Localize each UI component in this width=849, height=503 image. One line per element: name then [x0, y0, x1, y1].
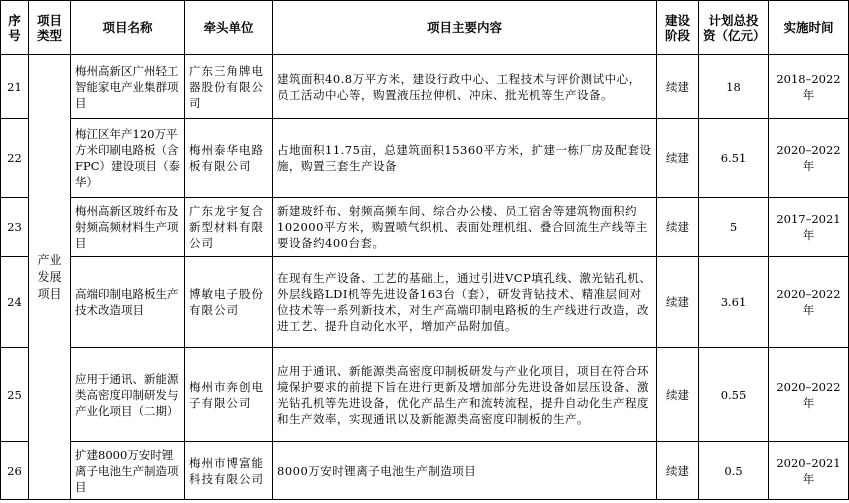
header-type: 项目类型	[29, 1, 71, 55]
investment-cell: 0.55	[699, 348, 769, 442]
table-row	[1, 442, 849, 500]
stage-cell: 续建	[657, 55, 699, 119]
seq-cell: 23	[1, 198, 29, 257]
project-name-cell: 应用于通讯、新能源类高密度印制研发与产业化项目（二期）	[71, 348, 185, 442]
seq-cell: 25	[1, 348, 29, 442]
header-investment: 计划总投资（亿元）	[699, 1, 769, 55]
project-name-cell: 高端印制电路板生产技术改造项目	[71, 257, 185, 348]
header-stage: 建设阶段	[657, 1, 699, 55]
lead-unit-cell: 广东三角牌电器股份有限公司	[185, 55, 273, 119]
content-cell: 应用于通讯、新能源类高密度印制板研发与产业化项目，项目在符合环境保护要求的前提下旨在进行更新及增加部分先进设备如层压设备、激光钻孔机等先进设备，优化产品生产和流转流程，提升自动化生产程度和生产效率，实现通讯以及新能源类高密度印制板的生产。	[273, 348, 657, 442]
content-cell: 建筑面积40.8万平方米，建设行政中心、工程技术与评价测试中心，员工活动中心等，购置液压拉伸机、冲床、批光机等生产设备。	[273, 55, 657, 119]
header-period: 实施时间	[769, 1, 849, 55]
period-cell: 2020–2021年	[769, 442, 849, 500]
seq-cell: 26	[1, 442, 29, 500]
lead-unit-cell: 广东龙宇复合新型材料有限公司	[185, 198, 273, 257]
header-lead: 牵头单位	[185, 1, 273, 55]
table-row	[1, 348, 849, 442]
seq-cell: 21	[1, 55, 29, 119]
lead-unit-cell: 梅州市奔创电子有限公司	[185, 348, 273, 442]
content-cell: 占地面积11.75亩，总建筑面积15360平方米，扩建一栋厂房及配套设施，购置三套生产设备	[273, 119, 657, 198]
header-row	[1, 1, 849, 55]
lead-unit-cell: 博敏电子股份有限公司	[185, 257, 273, 348]
table-row	[1, 198, 849, 257]
project-name-cell: 扩建8000万安时锂离子电池生产制造项目	[71, 442, 185, 500]
period-cell: 2017–2021年	[769, 198, 849, 257]
project-name-cell: 梅江区年产120万平方米印刷电路板（含FPC）建设项目（泰华）	[71, 119, 185, 198]
stage-cell: 续建	[657, 348, 699, 442]
content-cell: 新建玻纤布、射频高频车间、综合办公楼、员工宿舍等建筑物面积约102000平方米，购置喷气织机、表面处理机组、叠合回流生产线等主要设备约400台套。	[273, 198, 657, 257]
header-seq: 序号	[1, 1, 29, 55]
investment-cell: 6.51	[699, 119, 769, 198]
period-cell: 2018–2022年	[769, 55, 849, 119]
stage-cell: 续建	[657, 119, 699, 198]
header-content: 项目主要内容	[273, 1, 657, 55]
project-name-cell: 梅州高新区广州轻工智能家电产业集群项目	[71, 55, 185, 119]
stage-cell: 续建	[657, 257, 699, 348]
table-row	[1, 257, 849, 348]
investment-cell: 3.61	[699, 257, 769, 348]
lead-unit-cell: 梅州市博富能科技有限公司	[185, 442, 273, 500]
stage-cell: 续建	[657, 198, 699, 257]
category-cell: 产业发展项目	[29, 55, 71, 500]
seq-cell: 24	[1, 257, 29, 348]
lead-unit-cell: 梅州泰华电路板有限公司	[185, 119, 273, 198]
period-cell: 2020–2022年	[769, 257, 849, 348]
project-name-cell: 梅州高新区玻纤布及射频高频材料生产项目	[71, 198, 185, 257]
investment-cell: 0.5	[699, 442, 769, 500]
table-row	[1, 55, 849, 119]
period-cell: 2020–2022年	[769, 348, 849, 442]
period-cell: 2020–2022年	[769, 119, 849, 198]
content-cell: 在现有生产设备、工艺的基础上，通过引进VCP填孔线、激光钻孔机、外层线路LDI机等先进设备163台（套），研发背钻技术、精准层间对位技术等一系列新技术，对生产高端印制电路板的生产线进行改造，改进工艺、提升自动化水平，增加产品附加值。	[273, 257, 657, 348]
content-cell: 8000万安时锂离子电池生产制造项目	[273, 442, 657, 500]
table-row	[1, 119, 849, 198]
header-name: 项目名称	[71, 1, 185, 55]
investment-cell: 18	[699, 55, 769, 119]
stage-cell: 续建	[657, 442, 699, 500]
investment-cell: 5	[699, 198, 769, 257]
seq-cell: 22	[1, 119, 29, 198]
